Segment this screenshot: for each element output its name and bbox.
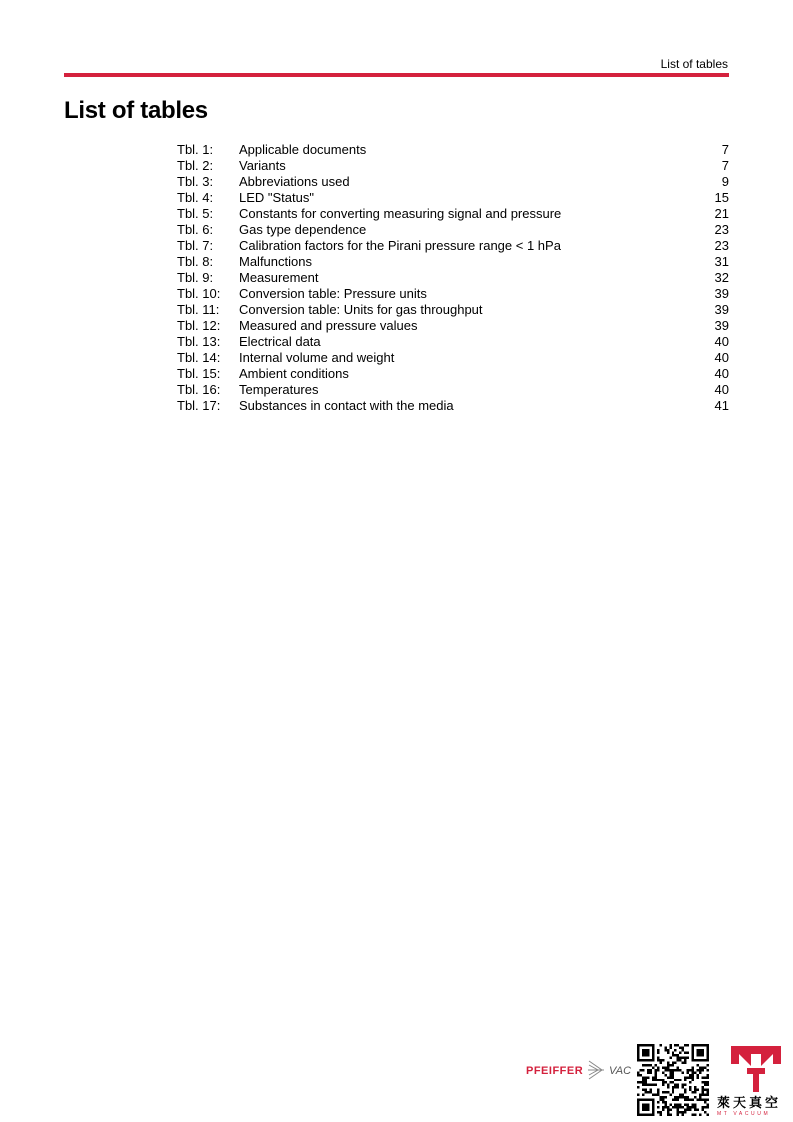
toc-entry[interactable] <box>177 270 729 286</box>
toc-entry-number: Tbl. 7: <box>177 238 214 253</box>
toc-entry[interactable] <box>177 334 729 350</box>
pfeiffer-logo-text: PFEIFFER <box>526 1065 584 1077</box>
toc-entry-page: 40 <box>714 382 729 397</box>
toc-entry-number: Tbl. 16: <box>177 382 221 397</box>
toc-entry-page: 31 <box>714 254 729 269</box>
toc-entry-page: 41 <box>714 398 729 413</box>
toc-entry-page: 23 <box>714 238 729 253</box>
qr-code-icon <box>637 1044 709 1116</box>
running-header: List of tables <box>660 57 728 71</box>
toc-entry-number: Tbl. 3: <box>177 174 214 189</box>
toc-entry[interactable] <box>177 238 729 254</box>
toc-entry-number: Tbl. 6: <box>177 222 214 237</box>
vac-logo-text: VAC <box>609 1065 632 1077</box>
toc-entry-page: 39 <box>714 286 729 301</box>
toc-entry[interactable] <box>177 350 729 366</box>
toc-entry-number: Tbl. 13: <box>177 334 221 349</box>
toc-entry-number: Tbl. 12: <box>177 318 221 333</box>
toc-entry-page: 39 <box>714 318 729 333</box>
toc-entry-title: Conversion table: Units for gas throughput <box>239 302 483 317</box>
toc-entry-page: 21 <box>714 206 729 221</box>
mt-vacuum-chinese-name: 萊天真空 <box>717 1095 782 1110</box>
toc-entry-title: Substances in contact with the media <box>239 398 454 413</box>
toc-entry-number: Tbl. 1: <box>177 142 214 157</box>
toc-entry[interactable] <box>177 190 729 206</box>
toc-entry-number: Tbl. 10: <box>177 286 221 301</box>
toc-entry-title: Applicable documents <box>239 142 367 157</box>
footer-logos <box>526 1042 786 1118</box>
toc-entry-page: 32 <box>714 270 729 285</box>
toc-entry-title: Conversion table: Pressure units <box>239 286 427 301</box>
toc-entry-page: 39 <box>714 302 729 317</box>
pfeiffer-logo-icon <box>588 1059 604 1081</box>
toc-entry[interactable] <box>177 302 729 318</box>
toc-entry-title: Calibration factors for the Pirani pressure range < 1 hPa <box>239 238 561 253</box>
toc-entry-page: 9 <box>721 174 729 189</box>
toc-entry-number: Tbl. 14: <box>177 350 221 365</box>
toc-entry-number: Tbl. 17: <box>177 398 221 413</box>
toc-entry-title: Abbreviations used <box>239 174 350 189</box>
toc-entry-number: Tbl. 9: <box>177 270 214 285</box>
toc-entry[interactable] <box>177 398 729 414</box>
toc-entry-number: Tbl. 15: <box>177 366 221 381</box>
toc-entry-page: 7 <box>721 142 729 157</box>
toc-entry-title: Internal volume and weight <box>239 350 395 365</box>
toc-entry-number: Tbl. 5: <box>177 206 214 221</box>
toc-entry-number: Tbl. 2: <box>177 158 214 173</box>
toc-entry-title: Malfunctions <box>239 254 312 269</box>
toc-entry-page: 7 <box>721 158 729 173</box>
toc-entry-page: 15 <box>714 190 729 205</box>
toc-entry-page: 40 <box>714 350 729 365</box>
toc-entry[interactable] <box>177 206 729 222</box>
toc-entry-title: Ambient conditions <box>239 366 349 381</box>
header-rule <box>64 73 729 77</box>
toc-entry-page: 23 <box>714 222 729 237</box>
toc-entry-title: Temperatures <box>239 382 319 397</box>
toc-entry[interactable] <box>177 318 729 334</box>
toc-entry-page: 40 <box>714 366 729 381</box>
toc-entry[interactable] <box>177 142 729 158</box>
toc-entry-title: Gas type dependence <box>239 222 367 237</box>
toc-entry-title: Measurement <box>239 270 319 285</box>
table-of-contents <box>177 142 729 414</box>
toc-entry[interactable] <box>177 222 729 238</box>
toc-entry[interactable] <box>177 366 729 382</box>
mt-vacuum-logo-icon <box>729 1046 783 1092</box>
toc-entry[interactable] <box>177 254 729 270</box>
toc-entry-title: Measured and pressure values <box>239 318 418 333</box>
toc-entry[interactable] <box>177 286 729 302</box>
toc-entry-number: Tbl. 11: <box>177 302 220 317</box>
toc-entry[interactable] <box>177 158 729 174</box>
toc-entry-title: LED "Status" <box>239 190 314 205</box>
toc-entry[interactable] <box>177 174 729 190</box>
toc-entry-title: Constants for converting measuring signal and pressure <box>239 206 562 221</box>
toc-entry-number: Tbl. 8: <box>177 254 214 269</box>
toc-entry-title: Electrical data <box>239 334 321 349</box>
page-title: List of tables <box>64 97 208 124</box>
toc-entry[interactable] <box>177 382 729 398</box>
toc-entry-title: Variants <box>239 158 286 173</box>
toc-entry-number: Tbl. 4: <box>177 190 214 205</box>
toc-entry-page: 40 <box>714 334 729 349</box>
mt-vacuum-english-name: MT VACUUM <box>717 1111 771 1117</box>
